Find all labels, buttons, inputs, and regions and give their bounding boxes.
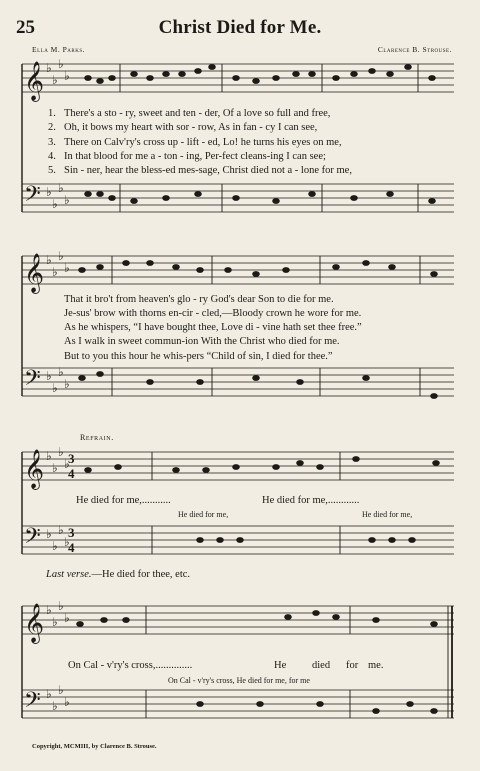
refrain-lyric: He died for me,...........: [76, 495, 171, 506]
bass-clef-icon: 𝄢: [24, 182, 41, 212]
svg-text:♭: ♭: [52, 461, 58, 475]
svg-text:♭: ♭: [58, 365, 64, 379]
last-verse-label: Last verse.: [46, 569, 92, 580]
svg-text:♭: ♭: [58, 523, 64, 537]
svg-text:♭: ♭: [64, 193, 70, 207]
last-verse-text: —He died for thee, etc.: [91, 569, 191, 580]
verse-number: 4.: [48, 151, 56, 162]
verse-number: 1.: [48, 108, 56, 119]
svg-text:♭: ♭: [58, 599, 64, 613]
treble-clef-icon: 𝄞: [24, 61, 45, 101]
refrain-lyric: for: [346, 660, 359, 671]
last-verse-note: [46, 569, 190, 580]
svg-text:♭: ♭: [52, 539, 58, 553]
svg-text:♭: ♭: [52, 197, 58, 211]
svg-text:3: 3: [68, 525, 75, 540]
hymn-title: Christ Died for Me.: [158, 17, 322, 38]
refrain-label: Refrain.: [80, 433, 114, 442]
svg-text:♭: ♭: [46, 253, 52, 267]
hymn-number: 25: [16, 17, 35, 38]
refrain-lyric: me.: [368, 660, 384, 671]
lyricist-credit: Ella M. Parks.: [32, 45, 85, 54]
svg-text:♭: ♭: [52, 73, 58, 87]
svg-text:♭: ♭: [64, 457, 70, 471]
svg-text:𝄞: 𝄞: [24, 449, 45, 489]
svg-text:♭: ♭: [46, 603, 52, 617]
svg-text:♭: ♭: [52, 615, 58, 629]
verse-line: That it bro't from heaven's glo - ry God's dear Son to die for me.: [64, 294, 334, 305]
svg-text:♭: ♭: [46, 185, 52, 199]
svg-text:4: 4: [68, 540, 75, 555]
verse-line: But to you this hour he whis-pers “Child of sin, I died for thee.”: [64, 351, 333, 362]
svg-text:𝄢: 𝄢: [24, 366, 41, 396]
verse-line: Je-sus' brow with thorns en-cir - cled,—Bloody crown he wore for me.: [64, 308, 362, 319]
verse-line: As he whispers, “I have bought thee, Love di - vine hath set thee free.”: [64, 322, 362, 333]
refrain-bass-lyric: On Cal - v'ry's cross, He died for me, for me: [168, 676, 310, 685]
refrain-lyric: He: [274, 660, 287, 671]
svg-text:♭: ♭: [46, 687, 52, 701]
svg-text:♭: ♭: [64, 261, 70, 275]
svg-text:♭: ♭: [52, 381, 58, 395]
copyright-notice: Copyright, MCMIII, by Clarence B. Strouse.: [32, 743, 157, 750]
verse-line: In that blood for me a - ton - ing, Per-fect cleans-ing I can see;: [64, 151, 326, 162]
refrain-bass-lyric: He died for me,: [178, 510, 229, 519]
verse-line: As I walk in sweet commun-ion With the Christ who died for me.: [64, 336, 340, 347]
svg-text:♭: ♭: [64, 695, 70, 709]
svg-text:♭: ♭: [64, 535, 70, 549]
svg-text:𝄢: 𝄢: [24, 688, 41, 718]
verse-line: There's a sto - ry, sweet and ten - der, Of a love so full and free,: [64, 108, 331, 119]
verse-number: 3.: [48, 137, 56, 148]
refrain-lyric: He died for me,............: [262, 495, 360, 506]
verse-number: 5.: [48, 165, 56, 176]
svg-text:𝄞: 𝄞: [24, 603, 45, 643]
svg-text:♭: ♭: [58, 249, 64, 263]
svg-text:♭: ♭: [52, 699, 58, 713]
svg-text:𝄞: 𝄞: [24, 253, 45, 293]
svg-text:♭: ♭: [58, 445, 64, 459]
verse-line: Sin - ner, hear the bless-ed mes-sage, Christ died not a - lone for me,: [64, 165, 352, 176]
svg-text:♭: ♭: [58, 683, 64, 697]
svg-text:♭: ♭: [64, 377, 70, 391]
svg-text:♭: ♭: [46, 527, 52, 541]
refrain-lyric: died: [312, 660, 331, 671]
svg-text:♭: ♭: [46, 449, 52, 463]
svg-text:♭: ♭: [64, 69, 70, 83]
svg-text:♭: ♭: [46, 369, 52, 383]
refrain-lyric: On Cal - v'ry's cross,..............: [68, 660, 193, 671]
svg-text:♭: ♭: [58, 57, 64, 71]
svg-text:𝄢: 𝄢: [24, 524, 41, 554]
refrain-bass-lyric: He died for me,: [362, 510, 413, 519]
svg-text:♭: ♭: [64, 611, 70, 625]
svg-text:♭: ♭: [58, 181, 64, 195]
composer-credit: Clarence B. Strouse.: [377, 45, 452, 54]
svg-text:♭: ♭: [46, 61, 52, 75]
svg-text:4: 4: [68, 466, 75, 481]
verse-number: 2.: [48, 122, 56, 133]
svg-text:♭: ♭: [52, 265, 58, 279]
verse-line: There on Calv'ry's cross up - lift - ed, Lo! he turns his eyes on me,: [64, 137, 342, 148]
verse-line: Oh, it bows my heart with sor - row, As in fan - cy I can see,: [64, 122, 318, 133]
svg-text:3: 3: [68, 451, 75, 466]
